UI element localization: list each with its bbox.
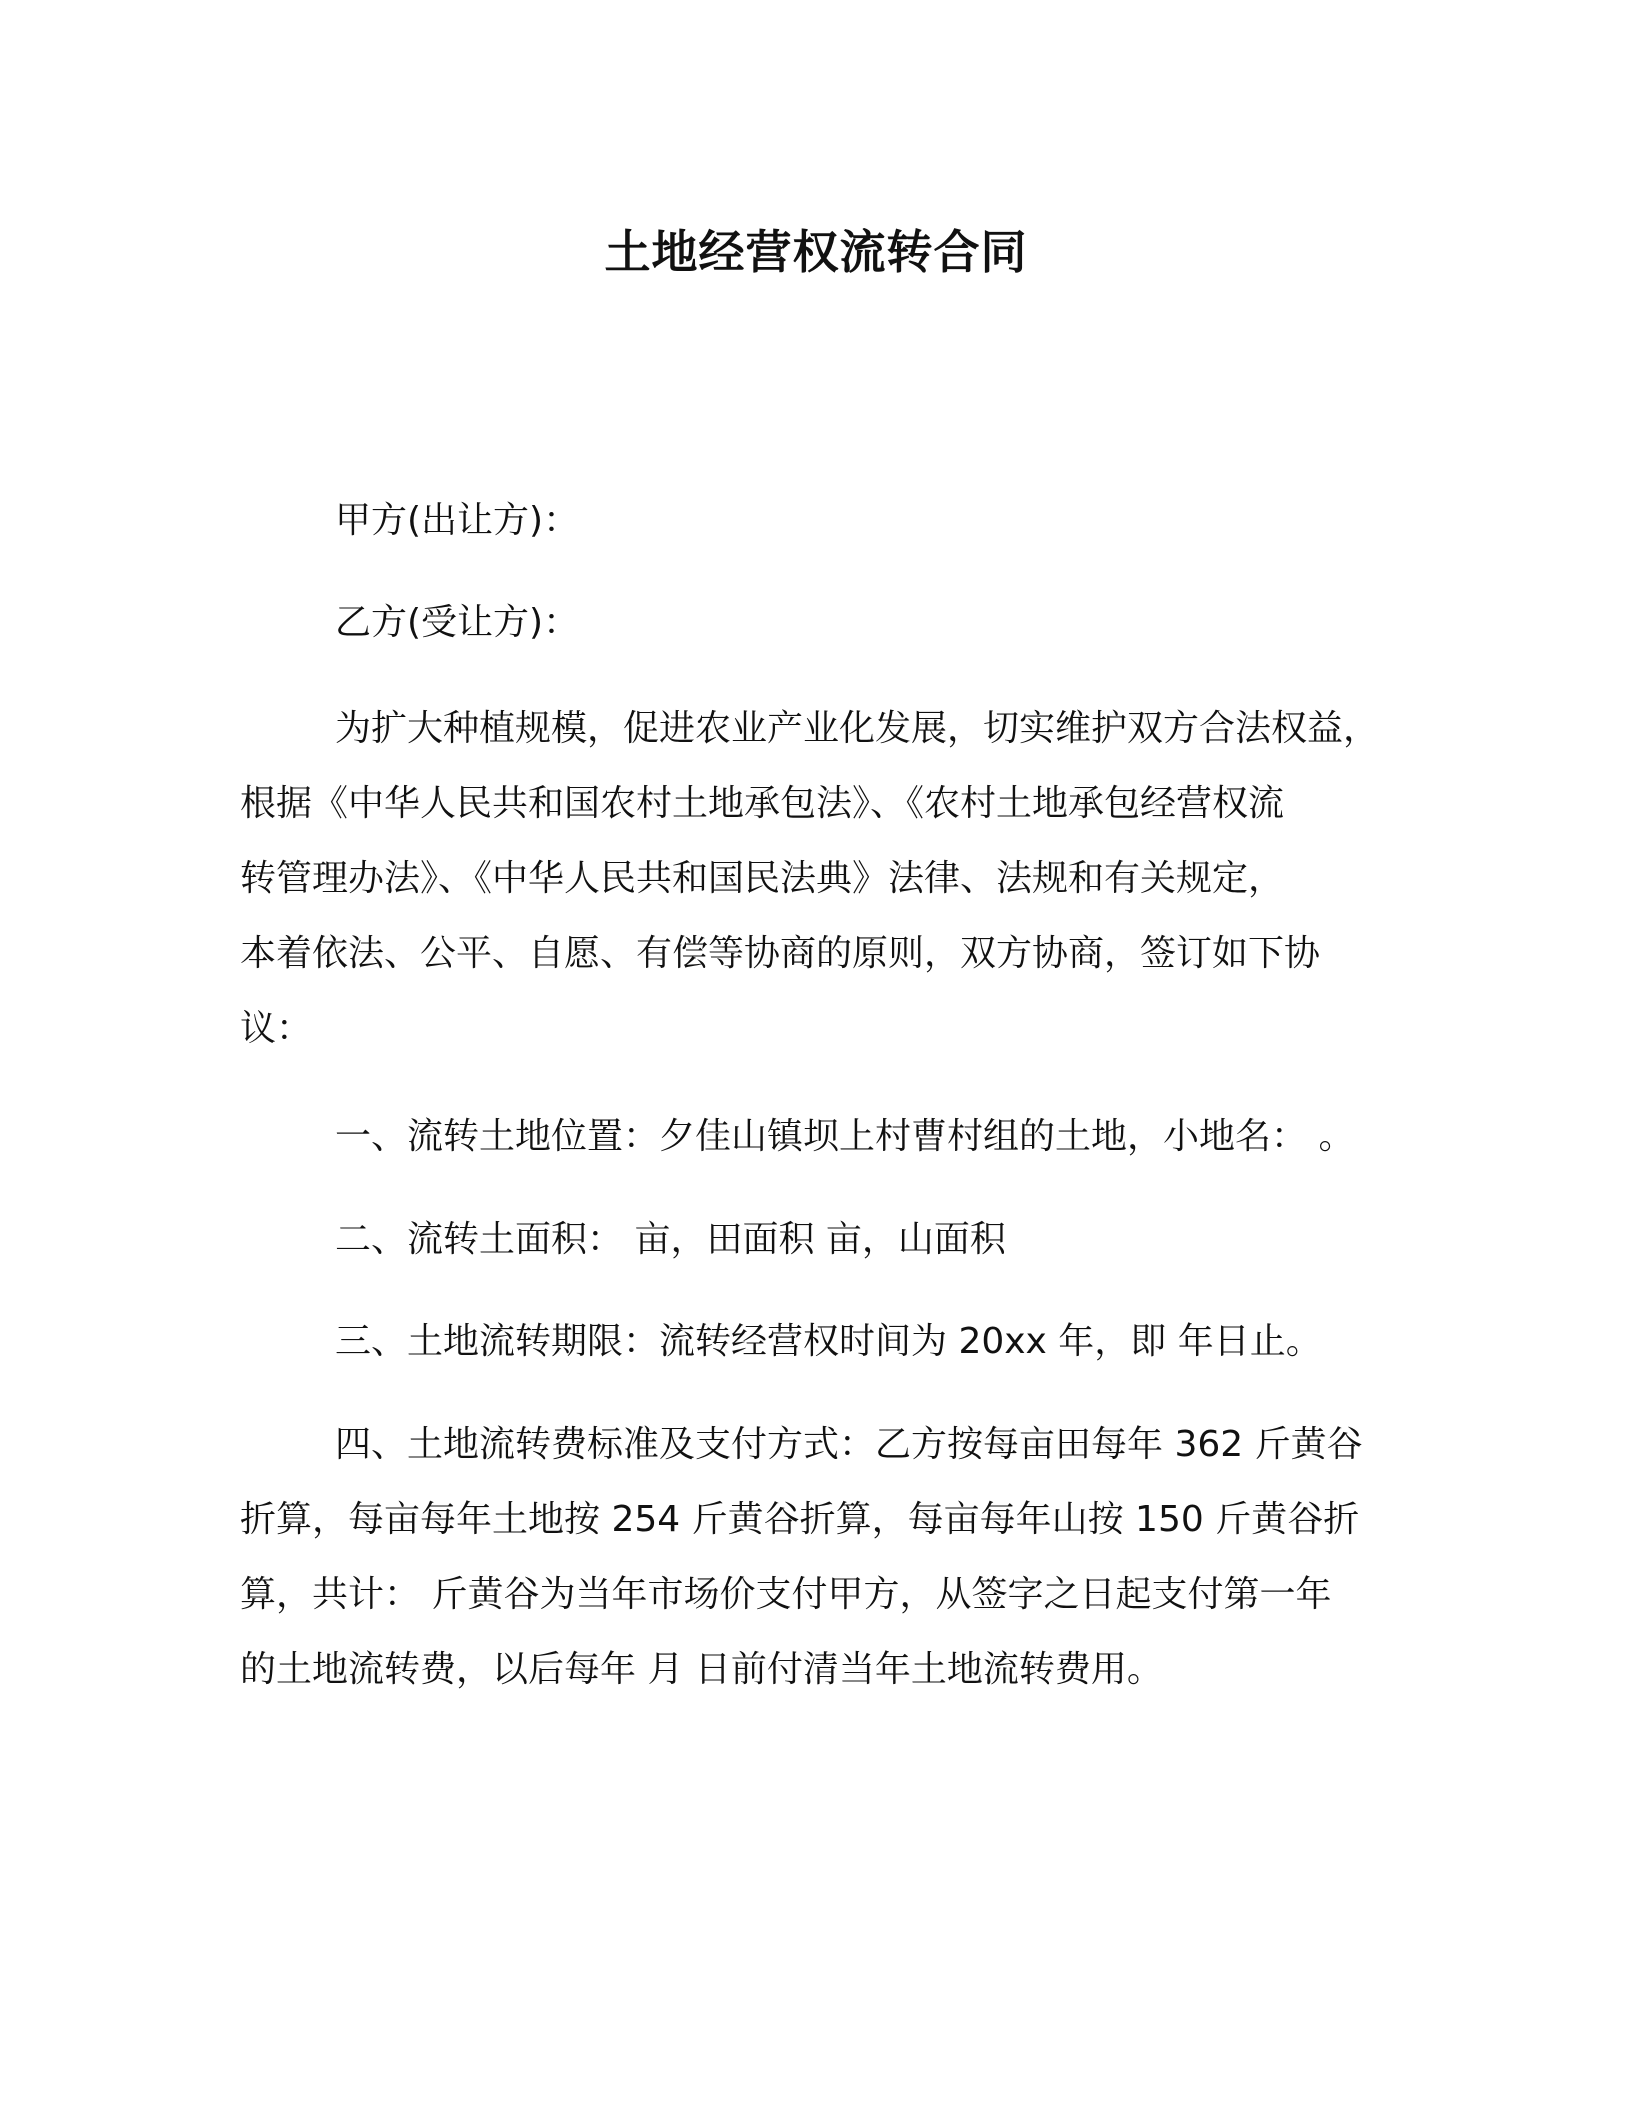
clause-4-line-2: 折算，每亩每年土地按 254 斤黄谷折算，每亩每年山按 150 斤黄谷折 [240,1499,1360,1540]
party-a-line: 甲方(出让方)： [335,500,580,541]
party-b-line: 乙方(受让方)： [335,602,580,643]
clause-4-line-3: 算，共计： 斤黄谷为当年市场价支付甲方，从签字之日起支付第一年 [240,1574,1332,1615]
clause-4-line-4: 的土地流转费，以后每年 月 日前付清当年土地流转费用。 [240,1649,1163,1690]
preamble-line-1: 为扩大种植规模，促进农业产业化发展，切实维护双方合法权益， [335,708,1380,749]
preamble-line-4: 本着依法、公平、自愿、有偿等协商的原则，双方协商，签订如下协 [240,933,1321,974]
clause-2: 二、流转土面积： 亩，田面积 亩，山面积 [335,1219,1006,1260]
clause-1: 一、流转土地位置：夕佳山镇坝上村曹村组的土地，小地名： 。 [335,1116,1355,1157]
clause-3: 三、土地流转期限：流转经营权时间为 20xx 年，即 年日止。 [335,1321,1322,1362]
document-title: 土地经营权流转合同 [604,225,1028,279]
preamble-line-2: 根据《中华人民共和国农村土地承包法》、《农村土地承包经营权流 [240,783,1285,824]
preamble-line-5: 议： [240,1008,313,1049]
clause-4-line-1: 四、土地流转费标准及支付方式：乙方按每亩田每年 362 斤黄谷 [335,1424,1363,1465]
preamble-line-3: 转管理办法》、《中华人民共和国民法典》法律、法规和有关规定， [240,858,1285,899]
